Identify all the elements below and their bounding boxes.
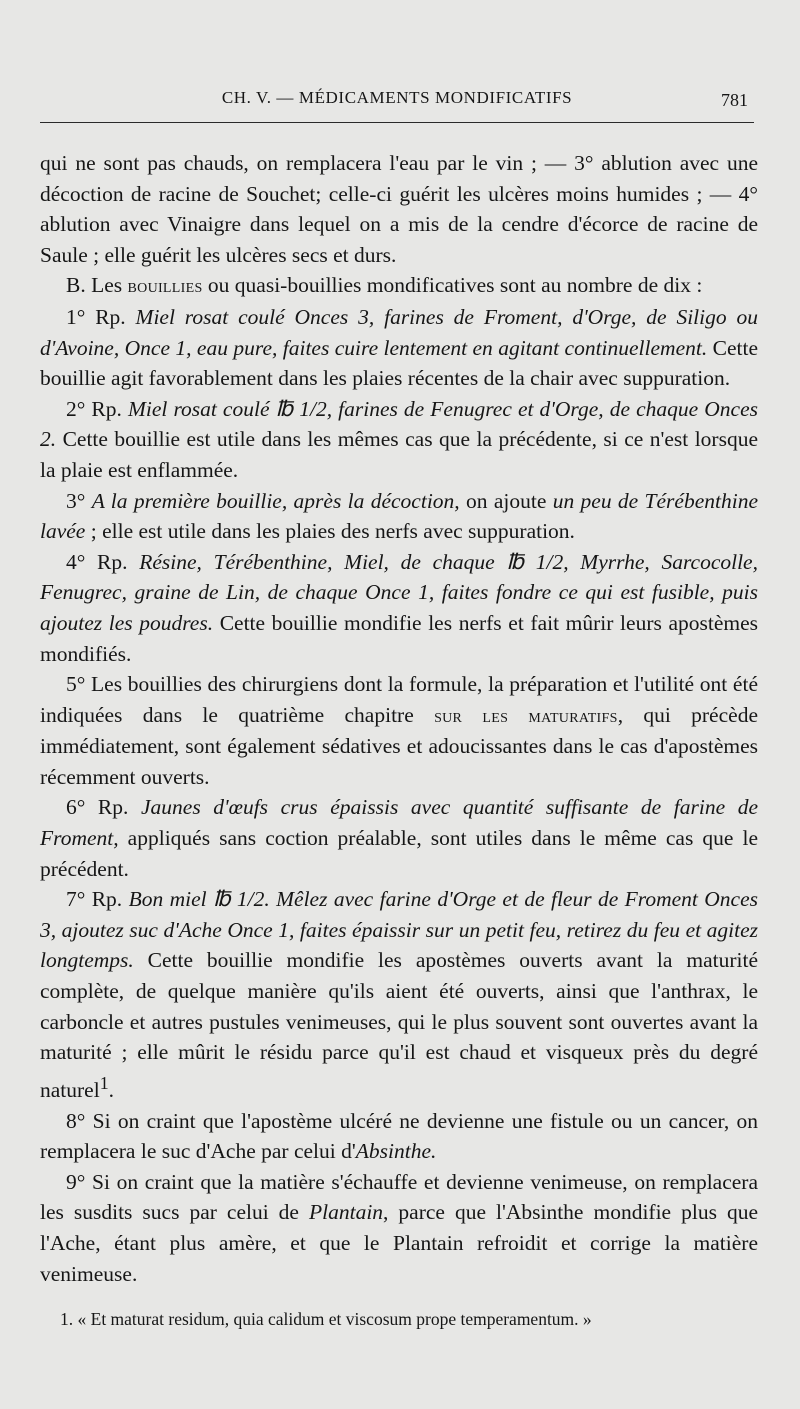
footnote-marker: 1. [60, 1309, 74, 1330]
text-run: Cette bouillie mondifie les nerfs et fait mûrir leurs apostèmes mondifiés. [40, 610, 759, 666]
page-body [40, 148, 758, 1331]
paragraph-bouillies-intro [40, 270, 758, 302]
text-run: bouillies [127, 275, 203, 298]
paragraph-continuation [40, 148, 758, 270]
text-run: 6° Rp. [66, 795, 141, 820]
text-run: A la première bouillie, après la décoction, [91, 488, 460, 513]
text-run: on ajoute [459, 488, 553, 513]
text-run: un peu de Térébenthine lavée [40, 488, 758, 544]
text-run: 9° Si on craint que la matière s'échauffe et devienne venimeuse, on remplacera les susdits sucs par celui de [40, 1169, 758, 1225]
text-run: Cette bouillie est utile dans les mêmes cas que la précédente, si ce n'est lorsque la plaie est enflammée. [40, 427, 758, 482]
text-run: sur les maturatifs [434, 704, 618, 727]
footnote [40, 1307, 758, 1331]
text-run: qui ne sont pas chauds, on remplacera l'eau par le vin ; — 3° ablution avec une décoction de racine de Souchet; celle-ci guérit les ulcères moins humides ; — 4° ablution avec Vinaigre dans lequel on a mis de la cendre d'écorce de racine de Saule ; elle guérit les ulcères secs et durs. [40, 151, 758, 267]
text-run: Cette bouillie agit favorablement dans les plaies récentes de la chair avec suppuration. [40, 335, 758, 391]
paragraph-recipe-2 [40, 394, 758, 486]
text-run: 7° Rp. [66, 887, 129, 912]
text-run: Miel rosat coulé Onces 3, farines de Froment, d'Orge, de Siligo ou d'Avoine, Once 1, eau pure, faites cuire lentement en agitant continuellement. [40, 304, 758, 360]
text-run: B. Les [66, 273, 128, 298]
paragraph-recipe-4 [40, 547, 758, 669]
paragraph-recipe-9 [40, 1167, 758, 1289]
paragraph-recipe-8 [40, 1106, 758, 1167]
paragraph-recipe-3 [40, 486, 758, 547]
text-run: ou quasi-bouillies mondificatives sont au nombre de dix : [202, 273, 703, 298]
text-run: 3° [66, 488, 92, 513]
page-number: 781 [721, 90, 748, 110]
text-run: 8° Si on craint que l'apostème ulcéré ne devienne une fistule ou un cancer, on remplacera le suc d'Ache par celui d' [40, 1108, 758, 1164]
text-run: Résine, Térébenthine, Miel, de chaque ℔ 1/2, Myrrhe, Sarcocolle, Fenugrec, graine de Lin, de chaque Once 1, faites fondre ce qui est fusible, puis ajoutez les poudres. [40, 549, 758, 635]
text-run: Absinthe. [355, 1139, 437, 1164]
text-run: . [108, 1077, 115, 1102]
text-run: 2° Rp. [66, 396, 128, 421]
text-run: appliqués sans coction préalable, sont utiles dans le même cas que le précédent. [40, 826, 758, 881]
text-run: Bon miel ℔ 1/2. Mêlez avec farine d'Orge et de fleur de Froment Onces 3, ajoutez suc d'Ache Once 1, faites épaissir sur un petit feu, retirez du feu et agitez longtemps. [40, 887, 758, 973]
footnote-reference: 1 [99, 1072, 109, 1093]
text-run: 4° Rp. [66, 549, 140, 574]
text-run: Plantain [308, 1200, 384, 1225]
footnote-text: « Et maturat residum, quia calidum et viscosum prope temperamentum. » [77, 1309, 592, 1330]
text-run: 1° Rp. [66, 304, 136, 329]
paragraph-recipe-6 [40, 792, 758, 884]
text-run: 5° Les bouillies des chirurgiens dont la formule, la préparation et l'utilité ont été indiquées dans le quatrième chapitre [40, 672, 758, 727]
page-header [40, 86, 754, 123]
text-run: ; elle est utile dans les plaies des nerfs avec suppuration. [85, 519, 575, 544]
paragraph-recipe-1 [40, 302, 758, 394]
running-head: CH. V. — MÉDICAMENTS MONDIFICATIFS [221, 88, 573, 107]
text-run: , parce que l'Absinthe mondifie plus que l'Ache, étant plus amère, et que le Plantain refroidit et corrige la matière venimeuse. [40, 1200, 758, 1286]
paragraph-recipe-7 [40, 884, 758, 1105]
paragraph-recipe-5 [40, 669, 758, 792]
text-run: Miel rosat coulé ℔ 1/2, farines de Fenugrec et d'Orge, de chaque Onces 2. [40, 396, 758, 452]
text-run: Cette bouillie mondifie les apostèmes ouverts avant la maturité complète, de quelque manière qu'ils aient été ouverts, ainsi que l'anthrax, le carboncle et autres pustules venimeuses, qui le plus souvent sont ouvertes avant la maturité ; elle mûrit le résidu parce qu'il est chaud et visqueux près du degré naturel [40, 948, 758, 1102]
text-run: , qui précède immédiatement, sont également sédatives et adoucissantes dans le cas d'apostèmes récemment ouverts. [40, 702, 758, 789]
text-run: Jaunes d'œufs crus épaissis avec quantité suffisante de farine de Froment, [40, 795, 758, 851]
